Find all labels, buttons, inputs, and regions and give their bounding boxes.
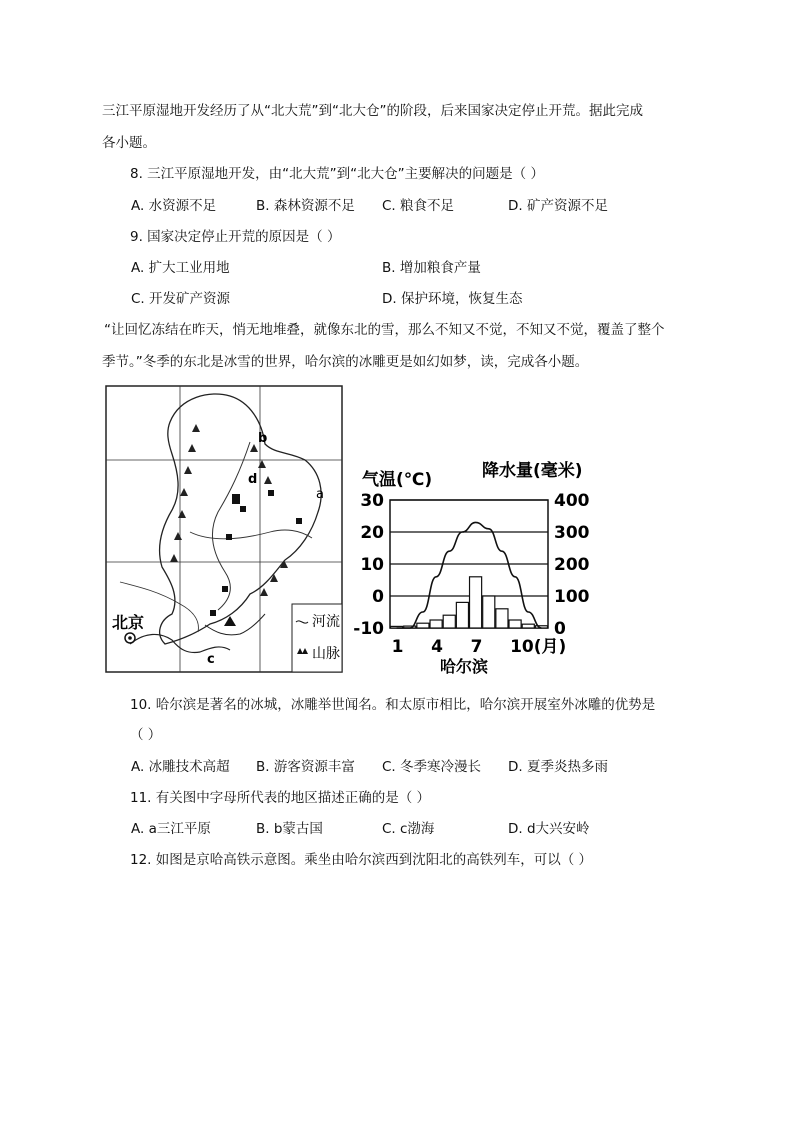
city-marker [210, 610, 216, 616]
question-10-option-c[interactable]: C. 冬季寒冷漫长 [382, 759, 482, 775]
right-axis-tick-label: 300 [554, 523, 590, 543]
passage-line-2: 季节。”冬季的东北是冰雪的世界，哈尔滨的冰雕更是如幻如梦，读，完成各小题。 [102, 354, 589, 370]
map-label-beijing: 北京 [112, 613, 145, 632]
question-10-option-b[interactable]: B. 游客资源丰富 [256, 759, 355, 775]
chart-left-axis-title: 气温(℃) [362, 470, 433, 490]
right-axis-tick-label: 200 [554, 555, 590, 575]
question-9-option-a[interactable]: A. 扩大工业用地 [131, 260, 230, 276]
left-axis-tick-label: 0 [372, 587, 384, 607]
passage-line-1: “让回忆冻结在昨天，悄无地堆叠，就像东北的雪，那么不知又不觉，不知又不觉，覆盖了整个 [104, 322, 665, 338]
question-9-stem: 9. 国家决定停止开荒的原因是（ ） [130, 229, 341, 245]
precipitation-bar [430, 620, 442, 628]
question-11-option-d[interactable]: D. d大兴安岭 [508, 821, 590, 837]
question-10-option-a[interactable]: A. 冰雕技术高超 [131, 759, 230, 775]
map-label-b: b [258, 431, 268, 446]
left-axis-tick-label: 20 [360, 523, 384, 543]
city-marker [296, 518, 302, 524]
chart-city-label: 哈尔滨 [440, 657, 489, 676]
map-label-a: a [316, 487, 324, 502]
question-9-option-d[interactable]: D. 保护环境，恢复生态 [382, 291, 523, 307]
x-axis-tick-label: 1 [391, 637, 404, 657]
right-axis-tick-label: 400 [554, 491, 590, 511]
precipitation-bar [496, 609, 508, 628]
city-marker [268, 490, 274, 496]
right-axis-tick-label: 0 [554, 619, 566, 639]
precipitation-bar [443, 615, 455, 628]
question-9-option-c[interactable]: C. 开发矿产资源 [131, 291, 231, 307]
left-axis-tick-label: 30 [360, 491, 384, 511]
question-10-blank: （ ） [130, 727, 162, 743]
right-axis-tick-label: 100 [554, 587, 590, 607]
question-11-option-b[interactable]: B. b蒙古国 [256, 821, 323, 837]
intro-line-1: 三江平原湿地开发经历了从“北大荒”到“北大仓”的阶段，后来国家决定停止开荒。据此完成 [102, 103, 643, 119]
x-axis-tick-label: 7 [470, 637, 483, 657]
legend-river-label: 河流 [312, 614, 340, 630]
question-8-option-c[interactable]: C. 粮食不足 [382, 198, 455, 214]
intro-line-2: 各小题。 [102, 135, 156, 151]
precipitation-bar [483, 596, 495, 628]
precipitation-bar [470, 577, 482, 628]
figure [100, 382, 620, 678]
precipitation-bar [509, 620, 521, 628]
question-8-stem: 8. 三江平原湿地开发，由“北大荒”到“北大仓”主要解决的问题是（ ） [130, 166, 544, 182]
question-11-option-c[interactable]: C. c渤海 [382, 821, 435, 837]
question-12-stem: 12. 如图是京哈高铁示意图。乘坐由哈尔滨西到沈阳北的高铁列车，可以（ ） [130, 852, 593, 868]
precipitation-bar [456, 602, 468, 628]
question-8-option-a[interactable]: A. 水资源不足 [131, 198, 217, 214]
x-axis-tick-label: 4 [431, 637, 443, 657]
question-10-option-d[interactable]: D. 夏季炎热多雨 [508, 759, 608, 775]
precipitation-bar [535, 626, 547, 628]
legend-mountain-label: 山脉 [312, 646, 340, 662]
city-marker [222, 586, 228, 592]
question-11-stem: 11. 有关图中字母所代表的地区描述正确的是（ ） [130, 790, 431, 806]
question-8-option-d[interactable]: D. 矿产资源不足 [508, 198, 608, 214]
question-11-option-a[interactable]: A. a三江平原 [131, 821, 211, 837]
map-label-c: c [207, 652, 215, 667]
oil-field-icon [232, 494, 240, 504]
question-10-stem: 10. 哈尔滨是著名的冰城，冰雕举世闻名。和太原市相比，哈尔滨开展室外冰雕的优势是 [130, 697, 656, 713]
precipitation-bar [417, 623, 429, 628]
left-axis-tick-label: -10 [353, 619, 384, 639]
city-marker [240, 506, 246, 512]
map-legend [292, 604, 342, 672]
chart-right-axis-title: 降水量(毫米) [482, 461, 583, 481]
city-marker [226, 534, 232, 540]
northeast-china-map [106, 386, 342, 672]
precipitation-bar [522, 624, 534, 628]
x-axis-tick-label: 10(月) [510, 637, 567, 657]
left-axis-tick-label: 10 [360, 555, 384, 575]
climate-chart [353, 460, 589, 676]
question-8-option-b[interactable]: B. 森林资源不足 [256, 198, 355, 214]
map-label-d: d [248, 472, 258, 487]
question-9-option-b[interactable]: B. 增加粮食产量 [382, 260, 481, 276]
